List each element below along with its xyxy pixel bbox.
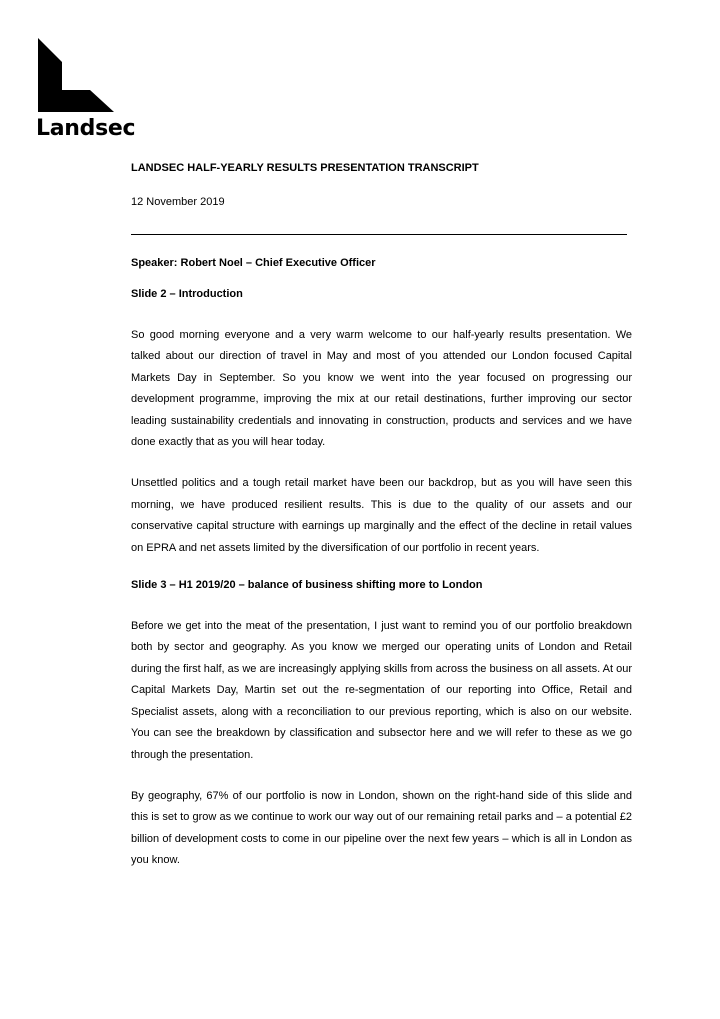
slide-3-paragraph-2: By geography, 67% of our portfolio is now in London, shown on the right-hand side of this slide and this is set to grow as we continue to work our way out of our remaining retail parks and – a potential £2 billion of development costs to come in our pipeline over the next few years – which is all in London as you know. xyxy=(131,789,632,867)
title-divider xyxy=(131,234,627,235)
speaker-line: Speaker: Robert Noel – Chief Executive Officer xyxy=(131,257,376,269)
slide-3-paragraph-1: Before we get into the meat of the presentation, I just want to remind you of our portfolio breakdown both by sector and geography. As you know we merged our operating units of London and Retail during the first half, as we are increasingly applying skills from across the business on all assets. At our Capital Markets Day, Martin set out the re-segmentation of our reporting into Office, Retail and Specialist assets, along with a reconciliation to our previous reporting, which is also on our website. You can see the breakdown by classification and subsector here and we will refer to these as we go through the presentation. xyxy=(131,620,632,761)
slide-3-heading: Slide 3 – H1 2019/20 – balance of business shifting more to London xyxy=(131,579,483,592)
document-title: LANDSEC HALF-YEARLY RESULTS PRESENTATION TRANSCRIPT xyxy=(131,162,479,174)
slide-2-paragraph-2: Unsettled politics and a tough retail market have been our backdrop, but as you will have seen this morning, we have produced resilient results. This is due to the quality of our assets and our conservative capital structure with earnings up marginally and the effect of the decline in retail values on EPRA and net assets limited by the diversification of our portfolio in recent years. xyxy=(131,477,632,554)
slide-2-heading: Slide 2 – Introduction xyxy=(131,288,243,300)
landsec-logo-text: Landsec xyxy=(36,116,136,141)
document-date: 12 November 2019 xyxy=(131,196,225,208)
slide-2-paragraph-1: So good morning everyone and a very warm welcome to our half-yearly results presentation. We talked about our direction of travel in May and most of you attended our London focused Capital Markets Day in September. So you know we went into the year focused on progressing our development programme, improving the mix at our retail destinations, further improving our sector leading sustainability credentials and innovating in construction, products and services and we have done exactly that as you will hear today. xyxy=(131,329,632,449)
transcript-body xyxy=(131,158,632,872)
landsec-logo-mark xyxy=(38,38,114,112)
